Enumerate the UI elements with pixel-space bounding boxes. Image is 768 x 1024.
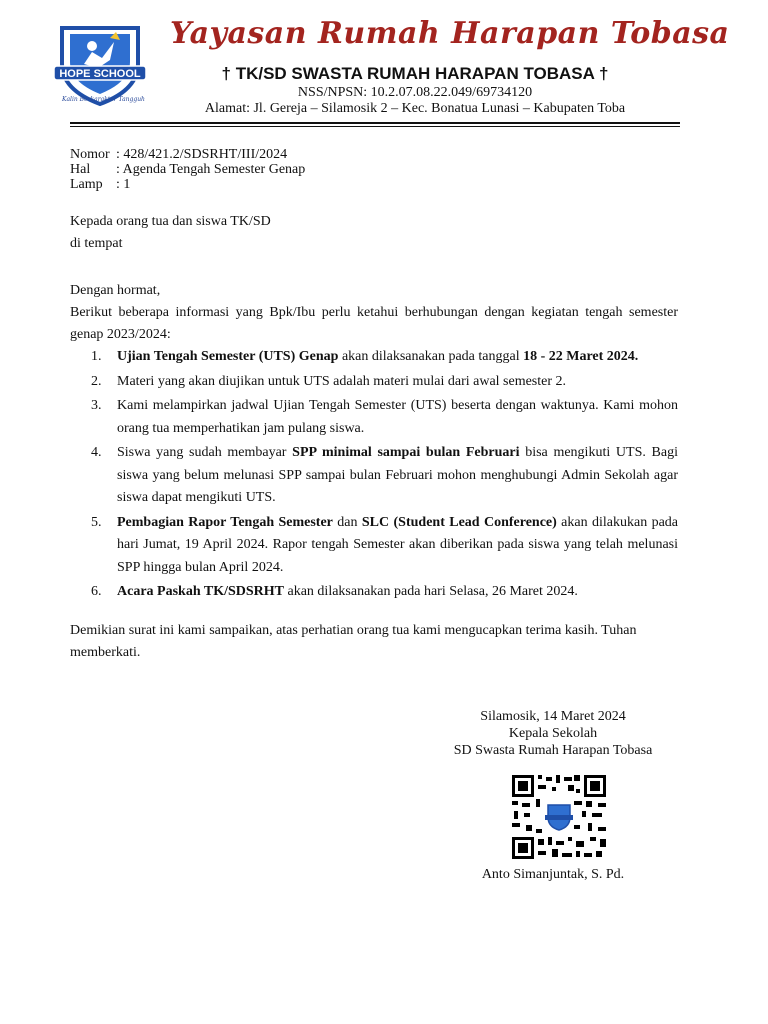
logo-wordmark: HOPE SCHOOL	[59, 68, 141, 80]
item-text-2: bisa mengikuti UTS. Bagi siswa yang belum melunasi SPP sampai bulan Februari mohon menghubungi Admin Sekolah agar siswa dapat mengikuti UTS.	[117, 445, 678, 505]
item-bold: Pembagian Rapor Tengah Semester	[117, 514, 333, 530]
item-bold-2: SLC (Student Lead Conference)	[361, 514, 557, 530]
list-item	[70, 346, 678, 369]
list-item	[70, 371, 678, 394]
item-text: Materi yang akan diujikan untuk UTS adalah materi mulai dari awal semester 2.	[117, 373, 567, 389]
agenda-list	[70, 346, 678, 606]
list-item	[70, 512, 678, 580]
item-text: dan	[332, 514, 362, 530]
meta-lamp	[70, 177, 305, 192]
item-number: 3.	[91, 398, 102, 413]
greeting: Dengan hormat,	[70, 283, 161, 298]
qr-code	[512, 775, 606, 859]
item-bold: Ujian Tengah Semester (UTS) Genap	[117, 349, 339, 364]
item-bold-2: 18 - 22 Maret 2024.	[523, 349, 639, 364]
item-bold: SPP minimal sampai bulan Februari	[292, 445, 520, 460]
intro-paragraph: Berikut beberapa informasi yang Bpk/Ibu perlu ketahui berhubungan dengan kegiatan tengah semester genap 2023/2024:	[70, 305, 678, 342]
hal-value: : Agenda Tengah Semester Genap	[116, 162, 306, 177]
foundation-title: Yayasan Rumah Harapan Tobasa	[170, 16, 730, 51]
nss-npsn: NSS/NPSN: 10.2.07.08.22.049/69734120	[297, 85, 533, 100]
sign-place-date: Silamosik, 14 Maret 2024	[480, 709, 626, 724]
item-number: 1.	[91, 349, 102, 364]
addressee-line1: Kepada orang tua dan siswa TK/SD	[70, 214, 271, 229]
item-text: Kami melampirkan jadwal Ujian Tengah Semester (UTS) beserta dengan waktunya. Kami mohon orang tua memperhatikan jam pulang siswa.	[117, 398, 678, 436]
lamp-label: Lamp	[70, 177, 103, 192]
sign-school: SD Swasta Rumah Harapan Tobasa	[453, 743, 653, 758]
logo-tagline: Kalin Berkarakter Tangguh	[62, 96, 145, 103]
item-number: 5.	[91, 514, 102, 530]
closing-paragraph: Demikian surat ini kami sampaikan, atas perhatian orang tua kami mengucapkan terima kasih. Tuhan memberkati.	[70, 623, 637, 660]
school-address: Alamat: Jl. Gereja – Silamosik 2 – Kec. Bonatua Lunasi – Kabupaten Toba	[204, 101, 626, 116]
header-divider-thin	[70, 126, 680, 127]
lamp-value: : 1	[116, 177, 131, 192]
letter-meta	[70, 147, 305, 192]
list-item	[70, 442, 678, 510]
header-divider	[70, 122, 680, 124]
meta-hal	[70, 162, 305, 177]
school-name: † TK/SD SWASTA RUMAH HARAPAN TOBASA †	[221, 64, 609, 83]
nomor-label: Nomor	[70, 147, 110, 162]
list-item	[70, 581, 678, 604]
meta-nomor	[70, 147, 305, 162]
addressee-line2: di tempat	[70, 236, 123, 251]
item-bold: Acara Paskah TK/SDSRHT	[117, 584, 284, 599]
signatory-name: Anto Simanjuntak, S. Pd.	[481, 867, 625, 882]
item-text: akan dilaksanakan pada hari Selasa, 26 Maret 2024.	[284, 584, 578, 599]
nomor-value: : 428/421.2/SDSRHT/III/2024	[116, 147, 288, 162]
list-item	[70, 395, 678, 440]
sign-position: Kepala Sekolah	[508, 726, 598, 741]
item-number: 6.	[91, 584, 102, 599]
hal-label: Hal	[70, 162, 91, 177]
item-text: akan dilaksanakan pada tanggal	[338, 349, 524, 364]
item-text: Siswa yang sudah membayar	[117, 445, 293, 460]
item-number: 4.	[91, 445, 102, 460]
item-number: 2.	[91, 373, 102, 389]
item-text-2: akan dilakukan pada hari Jumat, 19 April 2024. Rapor tengah Semester akan diberikan pada siswa yang telah melunasi SPP hingga bulan April 2024.	[117, 514, 679, 575]
